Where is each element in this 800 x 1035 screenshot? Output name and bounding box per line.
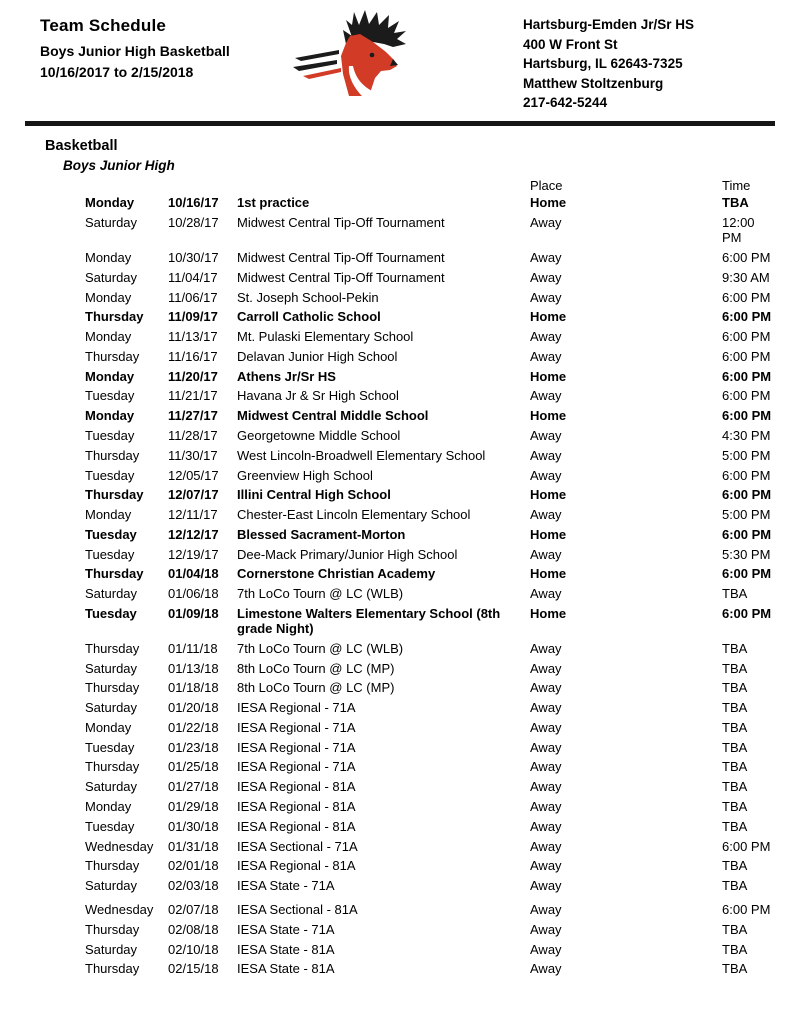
day-cell: Saturday bbox=[85, 269, 138, 285]
time-cell: 6:00 PM bbox=[722, 566, 772, 582]
section-team-title: Boys Junior High bbox=[63, 158, 175, 173]
date-cell: 01/13/18 bbox=[168, 660, 219, 676]
table-row bbox=[85, 445, 775, 465]
date-cell: 11/28/17 bbox=[168, 427, 218, 443]
time-cell: TBA bbox=[722, 739, 748, 755]
team-subtitle: Boys Junior High Basketball bbox=[40, 43, 230, 59]
place-cell: Away bbox=[530, 660, 562, 676]
day-cell: Thursday bbox=[85, 858, 140, 874]
day-cell: Saturday bbox=[85, 586, 138, 602]
time-cell: 9:30 AM bbox=[722, 269, 770, 285]
opponent-cell: IESA Regional - 81A bbox=[237, 858, 356, 874]
date-cell: 01/18/18 bbox=[168, 680, 219, 696]
place-cell: Away bbox=[530, 427, 562, 443]
place-cell: Away bbox=[530, 878, 562, 894]
date-cell: 02/08/18 bbox=[168, 921, 219, 937]
table-row bbox=[85, 505, 775, 525]
opponent-cell: 7th LoCo Tourn @ LC (WLB) bbox=[237, 586, 404, 602]
day-cell: Monday bbox=[85, 408, 135, 424]
place-cell: Home bbox=[530, 487, 567, 503]
schedule-table bbox=[85, 179, 775, 979]
place-cell: Away bbox=[530, 467, 562, 483]
table-row bbox=[85, 816, 775, 836]
time-cell: TBA bbox=[722, 961, 748, 977]
place-cell: Away bbox=[530, 818, 562, 834]
place-cell: Away bbox=[530, 269, 562, 285]
table-row bbox=[85, 406, 775, 426]
table-row bbox=[85, 959, 775, 979]
table-row bbox=[85, 465, 775, 485]
place-cell: Away bbox=[530, 388, 562, 404]
opponent-cell: Cornerstone Christian Academy bbox=[237, 566, 436, 582]
opponent-cell: IESA Regional - 81A bbox=[237, 779, 356, 795]
place-cell: Away bbox=[530, 640, 562, 656]
opponent-cell: Blessed Sacrament-Morton bbox=[237, 526, 406, 542]
day-cell: Tuesday bbox=[85, 467, 135, 483]
opponent-cell: 8th LoCo Tourn @ LC (MP) bbox=[237, 660, 395, 676]
time-cell: TBA bbox=[722, 660, 748, 676]
day-cell: Saturday bbox=[85, 779, 138, 795]
place-cell: Away bbox=[530, 700, 562, 716]
contact-line: 400 W Front St bbox=[523, 36, 618, 52]
contact-line: Hartsburg, IL 62643-7325 bbox=[523, 56, 683, 71]
opponent-cell: Limestone Walters Elementary School (8th grade Night) bbox=[237, 606, 501, 637]
table-row bbox=[85, 366, 775, 386]
time-cell: 6:00 PM bbox=[722, 408, 772, 424]
time-cell: TBA bbox=[722, 586, 748, 602]
date-cell: 01/27/18 bbox=[168, 779, 219, 795]
date-cell: 02/03/18 bbox=[168, 878, 219, 894]
table-row bbox=[85, 900, 775, 920]
time-cell: TBA bbox=[722, 759, 748, 775]
time-cell: 4:30 PM bbox=[722, 427, 771, 443]
time-cell: TBA bbox=[722, 921, 748, 937]
place-cell: Home bbox=[530, 408, 567, 424]
opponent-cell: IESA State - 71A bbox=[237, 921, 335, 937]
place-cell: Home bbox=[530, 195, 567, 211]
date-cell: 02/01/18 bbox=[168, 858, 219, 874]
time-cell: 6:00 PM bbox=[722, 487, 772, 503]
day-cell: Monday bbox=[85, 289, 132, 305]
table-row bbox=[85, 544, 775, 564]
table-row bbox=[85, 287, 775, 307]
date-cell: 01/23/18 bbox=[168, 739, 219, 755]
place-cell: Away bbox=[530, 901, 562, 917]
place-cell: Away bbox=[530, 215, 562, 231]
place-cell: Away bbox=[530, 329, 562, 345]
contact-block bbox=[523, 15, 694, 113]
opponent-cell: IESA Sectional - 81A bbox=[237, 901, 358, 917]
day-column-spacer bbox=[85, 179, 168, 193]
table-row bbox=[85, 248, 775, 268]
date-cell: 10/16/17 bbox=[168, 195, 219, 211]
table-row bbox=[85, 797, 775, 817]
place-cell: Away bbox=[530, 289, 562, 305]
table-row bbox=[85, 836, 775, 856]
date-cell: 12/05/17 bbox=[168, 467, 219, 483]
day-cell: Wednesday bbox=[85, 901, 154, 917]
day-cell: Tuesday bbox=[85, 606, 137, 622]
opponent-cell: IESA Regional - 71A bbox=[237, 719, 356, 735]
time-cell: TBA bbox=[722, 799, 748, 815]
place-cell: Away bbox=[530, 546, 562, 562]
opponent-cell: Havana Jr & Sr High School bbox=[237, 388, 399, 404]
table-row bbox=[85, 327, 775, 347]
day-cell: Monday bbox=[85, 195, 135, 211]
place-cell: Away bbox=[530, 779, 562, 795]
table-row bbox=[85, 604, 775, 639]
page-title: Team Schedule bbox=[40, 16, 167, 35]
table-row bbox=[85, 346, 775, 366]
place-cell: Away bbox=[530, 507, 562, 523]
opponent-cell: Chester-East Lincoln Elementary School bbox=[237, 507, 471, 523]
contact-line: 217-642-5244 bbox=[523, 95, 608, 110]
date-cell: 12/11/17 bbox=[168, 507, 218, 523]
table-row bbox=[85, 698, 775, 718]
table-row bbox=[85, 584, 775, 604]
table-row bbox=[85, 638, 775, 658]
day-cell: Tuesday bbox=[85, 427, 135, 443]
table-row bbox=[85, 193, 775, 213]
opponent-cell: IESA State - 81A bbox=[237, 941, 335, 957]
time-cell: 6:00 PM bbox=[722, 329, 771, 345]
contact-line: Matthew Stoltzenburg bbox=[523, 75, 664, 91]
contact-line: Hartsburg-Emden Jr/Sr HS bbox=[523, 17, 695, 32]
date-cell: 02/07/18 bbox=[168, 901, 219, 917]
opponent-cell: 1st practice bbox=[237, 195, 310, 211]
date-cell: 11/30/17 bbox=[168, 447, 218, 463]
time-cell: 6:00 PM bbox=[722, 309, 772, 325]
table-row bbox=[85, 939, 775, 959]
opponent-cell: St. Joseph School-Pekin bbox=[237, 289, 379, 305]
day-cell: Monday bbox=[85, 719, 132, 735]
table-row bbox=[85, 658, 775, 678]
day-cell: Wednesday bbox=[85, 838, 154, 854]
date-cell: 01/11/18 bbox=[168, 640, 218, 656]
table-row bbox=[85, 213, 775, 248]
day-cell: Tuesday bbox=[85, 818, 135, 834]
time-cell: TBA bbox=[722, 818, 748, 834]
time-cell: TBA bbox=[722, 680, 748, 696]
time-cell: 6:00 PM bbox=[722, 838, 771, 854]
day-cell: Thursday bbox=[85, 921, 140, 937]
day-cell: Monday bbox=[85, 249, 132, 265]
table-row bbox=[85, 856, 775, 876]
opponent-cell: IESA State - 81A bbox=[237, 961, 335, 977]
place-cell: Away bbox=[530, 447, 562, 463]
day-cell: Thursday bbox=[85, 348, 140, 364]
date-cell: 11/09/17 bbox=[168, 309, 218, 325]
day-cell: Saturday bbox=[85, 941, 138, 957]
opponent-cell: Midwest Central Tip-Off Tournament bbox=[237, 215, 445, 231]
stag-head-logo bbox=[292, 8, 414, 100]
stag-head-icon bbox=[292, 8, 414, 100]
time-cell: TBA bbox=[722, 941, 748, 957]
opponent-cell: Greenview High School bbox=[237, 467, 373, 483]
place-cell: Away bbox=[530, 759, 562, 775]
date-range: 10/16/2017 to 2/15/2018 bbox=[40, 64, 194, 80]
time-cell: 6:00 PM bbox=[722, 901, 771, 917]
day-cell: Thursday bbox=[85, 961, 140, 977]
day-cell: Thursday bbox=[85, 447, 140, 463]
day-cell: Thursday bbox=[85, 487, 144, 503]
table-row bbox=[85, 718, 775, 738]
time-cell: TBA bbox=[722, 779, 748, 795]
opponent-cell: Mt. Pulaski Elementary School bbox=[237, 329, 414, 345]
day-cell: Tuesday bbox=[85, 546, 135, 562]
table-row bbox=[85, 757, 775, 777]
table-row bbox=[85, 737, 775, 757]
date-cell: 12/19/17 bbox=[168, 546, 219, 562]
day-cell: Monday bbox=[85, 799, 132, 815]
place-cell: Away bbox=[530, 838, 562, 854]
opponent-cell: Midwest Central Middle School bbox=[237, 408, 429, 424]
opponent-cell: IESA Sectional - 71A bbox=[237, 838, 358, 854]
column-header-place: Place bbox=[530, 178, 563, 193]
date-cell: 11/20/17 bbox=[168, 368, 218, 384]
day-cell: Thursday bbox=[85, 640, 140, 656]
time-cell: 6:00 PM bbox=[722, 467, 771, 483]
time-cell: 6:00 PM bbox=[722, 368, 772, 384]
time-cell: 6:00 PM bbox=[722, 526, 772, 542]
day-cell: Thursday bbox=[85, 759, 140, 775]
opponent-cell: Midwest Central Tip-Off Tournament bbox=[237, 269, 445, 285]
opponent-cell: Athens Jr/Sr HS bbox=[237, 368, 336, 384]
date-cell: 01/20/18 bbox=[168, 700, 219, 716]
opponent-cell: Illini Central High School bbox=[237, 487, 391, 503]
date-cell: 11/27/17 bbox=[168, 408, 218, 424]
date-cell: 11/04/17 bbox=[168, 269, 218, 285]
day-cell: Thursday bbox=[85, 309, 144, 325]
opponent-cell: IESA Regional - 81A bbox=[237, 818, 356, 834]
place-cell: Home bbox=[530, 566, 567, 582]
opponent-cell: Delavan Junior High School bbox=[237, 348, 398, 364]
table-row bbox=[85, 267, 775, 287]
time-cell: 6:00 PM bbox=[722, 388, 771, 404]
section-sport-title: Basketball bbox=[45, 138, 118, 154]
date-cell: 11/21/17 bbox=[168, 388, 218, 404]
table-row bbox=[85, 678, 775, 698]
place-cell: Away bbox=[530, 348, 562, 364]
date-cell: 10/28/17 bbox=[168, 215, 219, 231]
opponent-cell: 7th LoCo Tourn @ LC (WLB) bbox=[237, 640, 404, 656]
opponent-cell: West Lincoln-Broadwell Elementary School bbox=[237, 447, 486, 463]
table-row bbox=[85, 426, 775, 446]
opponent-cell: Carroll Catholic School bbox=[237, 309, 381, 325]
opponent-cell: Georgetowne Middle School bbox=[237, 427, 401, 443]
day-cell: Saturday bbox=[85, 215, 138, 231]
day-cell: Monday bbox=[85, 507, 132, 523]
day-cell: Thursday bbox=[85, 680, 140, 696]
opponent-cell: IESA Regional - 71A bbox=[237, 739, 356, 755]
day-cell: Monday bbox=[85, 329, 132, 345]
date-cell: 01/30/18 bbox=[168, 818, 219, 834]
date-cell: 10/30/17 bbox=[168, 249, 219, 265]
time-cell: TBA bbox=[722, 640, 748, 656]
place-cell: Home bbox=[530, 368, 567, 384]
place-cell: Away bbox=[530, 586, 562, 602]
time-cell: 12:00 PM bbox=[722, 215, 755, 246]
place-cell: Away bbox=[530, 858, 562, 874]
table-row bbox=[85, 307, 775, 327]
opponent-cell: IESA Regional - 71A bbox=[237, 700, 356, 716]
time-cell: 6:00 PM bbox=[722, 249, 771, 265]
date-cell: 01/25/18 bbox=[168, 759, 219, 775]
time-cell: TBA bbox=[722, 719, 748, 735]
place-cell: Away bbox=[530, 719, 562, 735]
date-cell: 11/13/17 bbox=[168, 329, 218, 345]
place-cell: Away bbox=[530, 961, 562, 977]
day-cell: Saturday bbox=[85, 878, 138, 894]
time-cell: 6:00 PM bbox=[722, 289, 771, 305]
place-cell: Home bbox=[530, 606, 567, 622]
opponent-column-spacer bbox=[237, 179, 530, 193]
time-cell: TBA bbox=[722, 878, 748, 894]
place-cell: Away bbox=[530, 941, 562, 957]
place-cell: Home bbox=[530, 526, 567, 542]
place-cell: Away bbox=[530, 249, 562, 265]
table-row bbox=[85, 876, 775, 896]
table-row bbox=[85, 485, 775, 505]
time-cell: TBA bbox=[722, 858, 748, 874]
opponent-cell: IESA Regional - 71A bbox=[237, 759, 356, 775]
date-column-spacer bbox=[168, 179, 237, 193]
place-cell: Away bbox=[530, 921, 562, 937]
date-cell: 01/22/18 bbox=[168, 719, 219, 735]
day-cell: Saturday bbox=[85, 660, 138, 676]
date-cell: 02/15/18 bbox=[168, 961, 219, 977]
place-cell: Away bbox=[530, 680, 562, 696]
time-cell: 5:30 PM bbox=[722, 546, 771, 562]
day-cell: Tuesday bbox=[85, 388, 135, 404]
date-cell: 12/07/17 bbox=[168, 487, 219, 503]
place-cell: Away bbox=[530, 739, 562, 755]
time-cell: TBA bbox=[722, 700, 748, 716]
time-cell: 5:00 PM bbox=[722, 507, 771, 523]
date-cell: 01/04/18 bbox=[168, 566, 219, 582]
column-header-time: Time bbox=[722, 178, 751, 193]
opponent-cell: IESA Regional - 81A bbox=[237, 799, 356, 815]
time-cell: 5:00 PM bbox=[722, 447, 771, 463]
date-cell: 01/31/18 bbox=[168, 838, 219, 854]
date-cell: 01/09/18 bbox=[168, 606, 219, 622]
schedule-rows bbox=[85, 193, 775, 979]
table-row bbox=[85, 386, 775, 406]
table-row bbox=[85, 564, 775, 584]
day-cell: Saturday bbox=[85, 700, 138, 716]
time-cell: 6:00 PM bbox=[722, 606, 772, 622]
opponent-cell: Dee-Mack Primary/Junior High School bbox=[237, 546, 458, 562]
day-cell: Thursday bbox=[85, 566, 144, 582]
table-header-row bbox=[85, 179, 775, 193]
date-cell: 12/12/17 bbox=[168, 526, 219, 542]
place-cell: Away bbox=[530, 799, 562, 815]
date-cell: 11/06/17 bbox=[168, 289, 218, 305]
title-block bbox=[40, 16, 230, 80]
date-cell: 02/10/18 bbox=[168, 941, 219, 957]
table-row bbox=[85, 919, 775, 939]
place-cell: Home bbox=[530, 309, 567, 325]
date-cell: 01/06/18 bbox=[168, 586, 219, 602]
opponent-cell: IESA State - 71A bbox=[237, 878, 335, 894]
date-cell: 11/16/17 bbox=[168, 348, 218, 364]
table-row bbox=[85, 525, 775, 545]
day-cell: Tuesday bbox=[85, 739, 135, 755]
day-cell: Tuesday bbox=[85, 526, 137, 542]
day-cell: Monday bbox=[85, 368, 135, 384]
opponent-cell: Midwest Central Tip-Off Tournament bbox=[237, 249, 445, 265]
date-cell: 01/29/18 bbox=[168, 799, 219, 815]
time-cell: TBA bbox=[722, 195, 749, 211]
opponent-cell: 8th LoCo Tourn @ LC (MP) bbox=[237, 680, 395, 696]
table-row bbox=[85, 777, 775, 797]
header-divider bbox=[25, 121, 775, 126]
time-cell: 6:00 PM bbox=[722, 348, 771, 364]
